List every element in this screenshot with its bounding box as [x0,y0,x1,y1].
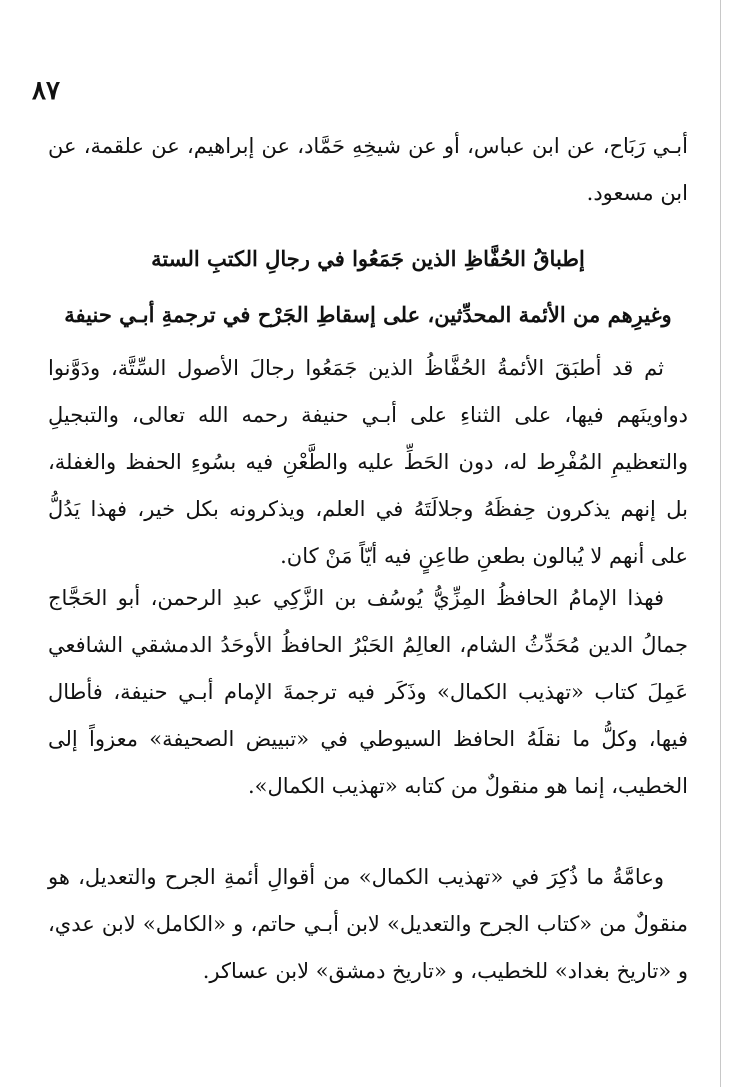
section-heading-line-1: إطباقُ الحُفَّاظِ الذين جَمَعُوا في رجالِ الكتبِ الستة [151,246,585,271]
paragraph-sources: وعامَّةُ ما ذُكِرَ في «تهذيب الكمال» من أقوالِ أئمةِ الجرح والتعديل، هو منقولٌ من «كتاب الجرح والتعديل» لابن أبـي حاتم، و «الكامل» لابن عدي، و «تاريخ بغداد» للخطيب، و «تاريخ دمشق» لابن عساكر. [48,865,688,983]
page-edge-line [720,0,721,1087]
page-number: ٨٧ [32,76,60,106]
paragraph-continuation: أبـي رَبَاح، عن ابن عباس، أو عن شيخِهِ حَمَّاد، عن إبراهيم، عن علقمة، عن ابن مسعود. [48,134,688,205]
paragraph-al-mizzi: فهذا الإمامُ الحافظُ المِزِّيُّ يُوسُف بن الزَّكِي عبدِ الرحمن، أبو الحَجَّاج جمالُ الدين مُحَدِّثُ الشام، العالِمُ الحَبْرُ الحافظُ الأوحَدُ الدمشقي الشافعي عَمِلَ كتاب «تهذيب الكمال» وذَكَر فيه ترجمةَ الإمام أبـي حنيفة، فأطال فيها، وكلُّ ما نقلَهُ الحافظ السيوطي في «تبييض الصحيفة» معزواً إلى الخطيب، إنما هو منقولٌ من كتابه «تهذيب الكمال». [48,586,688,798]
section-heading-line-2: وغيرِهم من الأئمة المحدِّثين، على إسقاطِ الجَرْح في ترجمةِ أبـي حنيفة [64,302,672,327]
section-heading [40,231,696,343]
paragraph-imams-consensus: ثم قد أطبَقَ الأئمةُ الحُفَّاظُ الذين جَمَعُوا رجالَ الأصول السِّتَّة، ودَوَّنوا دواوينَهم فيها، على الثناءِ على أبـي حنيفة رحمه الله تعالى، والتبجيلِ والتعظيمِ المُفْرِط له، دون الحَطِّ عليه والطَّعْنِ فيه بسُوءِ الحفظ والغفلة، بل إنهم يذكرون حِفظَهُ وجلالَتَهُ في العلم، ويذكرونه بكل خير، فهذا يَدُلُّ على أنهم لا يُبالون بطعنِ طاعِنٍ فيه أيّاً مَنْ كان. [48,356,688,568]
